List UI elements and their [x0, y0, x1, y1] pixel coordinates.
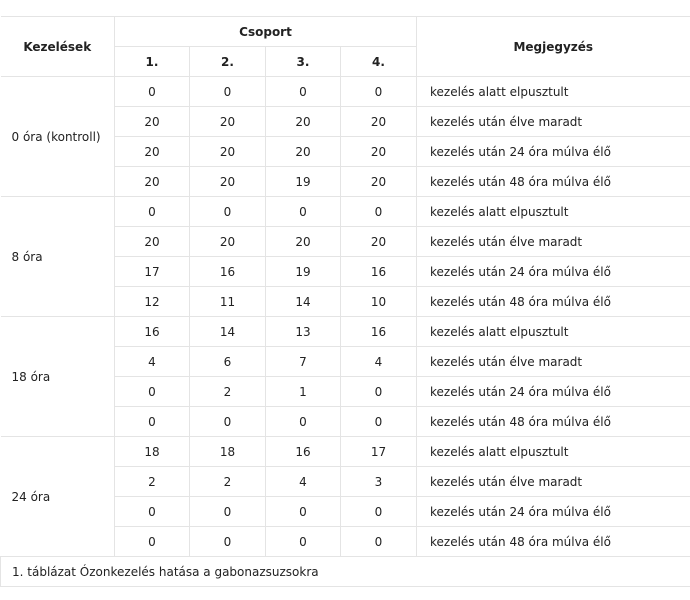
note-cell: kezelés alatt elpusztult [417, 317, 690, 347]
value-cell-group-1: 0 [115, 497, 190, 527]
value-cell-group-2: 0 [190, 77, 266, 107]
value-cell-group-2: 0 [190, 407, 266, 437]
value-cell-group-4: 0 [341, 527, 417, 557]
note-cell: kezelés után 24 óra múlva élő [417, 497, 690, 527]
note-cell: kezelés alatt elpusztult [417, 197, 690, 227]
value-cell-group-1: 12 [115, 287, 190, 317]
value-cell-group-2: 0 [190, 197, 266, 227]
value-cell-group-3: 1 [266, 377, 341, 407]
table-row [1, 77, 690, 107]
value-cell-group-4: 0 [341, 407, 417, 437]
value-cell-group-4: 0 [341, 497, 417, 527]
value-cell-group-2: 14 [190, 317, 266, 347]
value-cell-group-3: 19 [266, 167, 341, 197]
treatment-cell: 18 óra [1, 317, 115, 437]
results-table [0, 16, 690, 587]
value-cell-group-4: 0 [341, 197, 417, 227]
value-cell-group-1: 20 [115, 227, 190, 257]
value-cell-group-3: 0 [266, 497, 341, 527]
treatment-cell: 24 óra [1, 437, 115, 557]
value-cell-group-2: 20 [190, 227, 266, 257]
value-cell-group-2: 0 [190, 497, 266, 527]
note-cell: kezelés után 48 óra múlva élő [417, 167, 690, 197]
value-cell-group-2: 16 [190, 257, 266, 287]
note-cell: kezelés után 24 óra múlva élő [417, 137, 690, 167]
value-cell-group-3: 20 [266, 107, 341, 137]
note-cell: kezelés után 24 óra múlva élő [417, 257, 690, 287]
value-cell-group-4: 0 [341, 77, 417, 107]
value-cell-group-2: 20 [190, 137, 266, 167]
value-cell-group-2: 0 [190, 527, 266, 557]
note-cell: kezelés után 48 óra múlva élő [417, 527, 690, 557]
note-cell: kezelés után 48 óra múlva élő [417, 407, 690, 437]
treatment-cell: 0 óra (kontroll) [1, 77, 115, 197]
value-cell-group-4: 20 [341, 227, 417, 257]
value-cell-group-3: 14 [266, 287, 341, 317]
value-cell-group-3: 4 [266, 467, 341, 497]
value-cell-group-4: 20 [341, 167, 417, 197]
value-cell-group-1: 2 [115, 467, 190, 497]
header-group-2: 2. [190, 47, 266, 77]
value-cell-group-2: 20 [190, 167, 266, 197]
value-cell-group-4: 16 [341, 257, 417, 287]
table-header [1, 17, 690, 77]
note-cell: kezelés után 48 óra múlva élő [417, 287, 690, 317]
value-cell-group-2: 6 [190, 347, 266, 377]
value-cell-group-1: 0 [115, 407, 190, 437]
value-cell-group-3: 0 [266, 407, 341, 437]
header-group-3: 3. [266, 47, 341, 77]
note-cell: kezelés után 24 óra múlva élő [417, 377, 690, 407]
value-cell-group-3: 20 [266, 227, 341, 257]
table-body [1, 77, 690, 557]
value-cell-group-4: 17 [341, 437, 417, 467]
value-cell-group-4: 4 [341, 347, 417, 377]
value-cell-group-2: 18 [190, 437, 266, 467]
table-row [1, 197, 690, 227]
value-cell-group-3: 7 [266, 347, 341, 377]
note-cell: kezelés után élve maradt [417, 227, 690, 257]
value-cell-group-1: 0 [115, 77, 190, 107]
note-cell: kezelés után élve maradt [417, 107, 690, 137]
value-cell-group-1: 18 [115, 437, 190, 467]
value-cell-group-3: 19 [266, 257, 341, 287]
value-cell-group-1: 4 [115, 347, 190, 377]
value-cell-group-1: 20 [115, 167, 190, 197]
value-cell-group-1: 0 [115, 527, 190, 557]
value-cell-group-4: 16 [341, 317, 417, 347]
value-cell-group-2: 2 [190, 467, 266, 497]
value-cell-group-4: 3 [341, 467, 417, 497]
table-row [1, 317, 690, 347]
note-cell: kezelés után élve maradt [417, 467, 690, 497]
value-cell-group-4: 10 [341, 287, 417, 317]
value-cell-group-1: 20 [115, 107, 190, 137]
treatment-cell: 8 óra [1, 197, 115, 317]
value-cell-group-1: 20 [115, 137, 190, 167]
value-cell-group-2: 11 [190, 287, 266, 317]
value-cell-group-3: 0 [266, 77, 341, 107]
note-cell: kezelés alatt elpusztult [417, 437, 690, 467]
header-note: Megjegyzés [417, 17, 690, 77]
header-group: Csoport [115, 17, 417, 47]
header-group-4: 4. [341, 47, 417, 77]
value-cell-group-3: 0 [266, 197, 341, 227]
value-cell-group-3: 13 [266, 317, 341, 347]
value-cell-group-3: 0 [266, 527, 341, 557]
value-cell-group-3: 16 [266, 437, 341, 467]
value-cell-group-4: 20 [341, 107, 417, 137]
value-cell-group-2: 2 [190, 377, 266, 407]
table-row [1, 437, 690, 467]
value-cell-group-1: 17 [115, 257, 190, 287]
value-cell-group-1: 0 [115, 197, 190, 227]
header-treatments: Kezelések [1, 17, 115, 77]
header-group-1: 1. [115, 47, 190, 77]
value-cell-group-2: 20 [190, 107, 266, 137]
value-cell-group-3: 20 [266, 137, 341, 167]
value-cell-group-1: 0 [115, 377, 190, 407]
note-cell: kezelés alatt elpusztult [417, 77, 690, 107]
table-caption: 1. táblázat Ózonkezelés hatása a gabonazsuzsokra [1, 557, 690, 587]
value-cell-group-1: 16 [115, 317, 190, 347]
note-cell: kezelés után élve maradt [417, 347, 690, 377]
value-cell-group-4: 20 [341, 137, 417, 167]
value-cell-group-4: 0 [341, 377, 417, 407]
